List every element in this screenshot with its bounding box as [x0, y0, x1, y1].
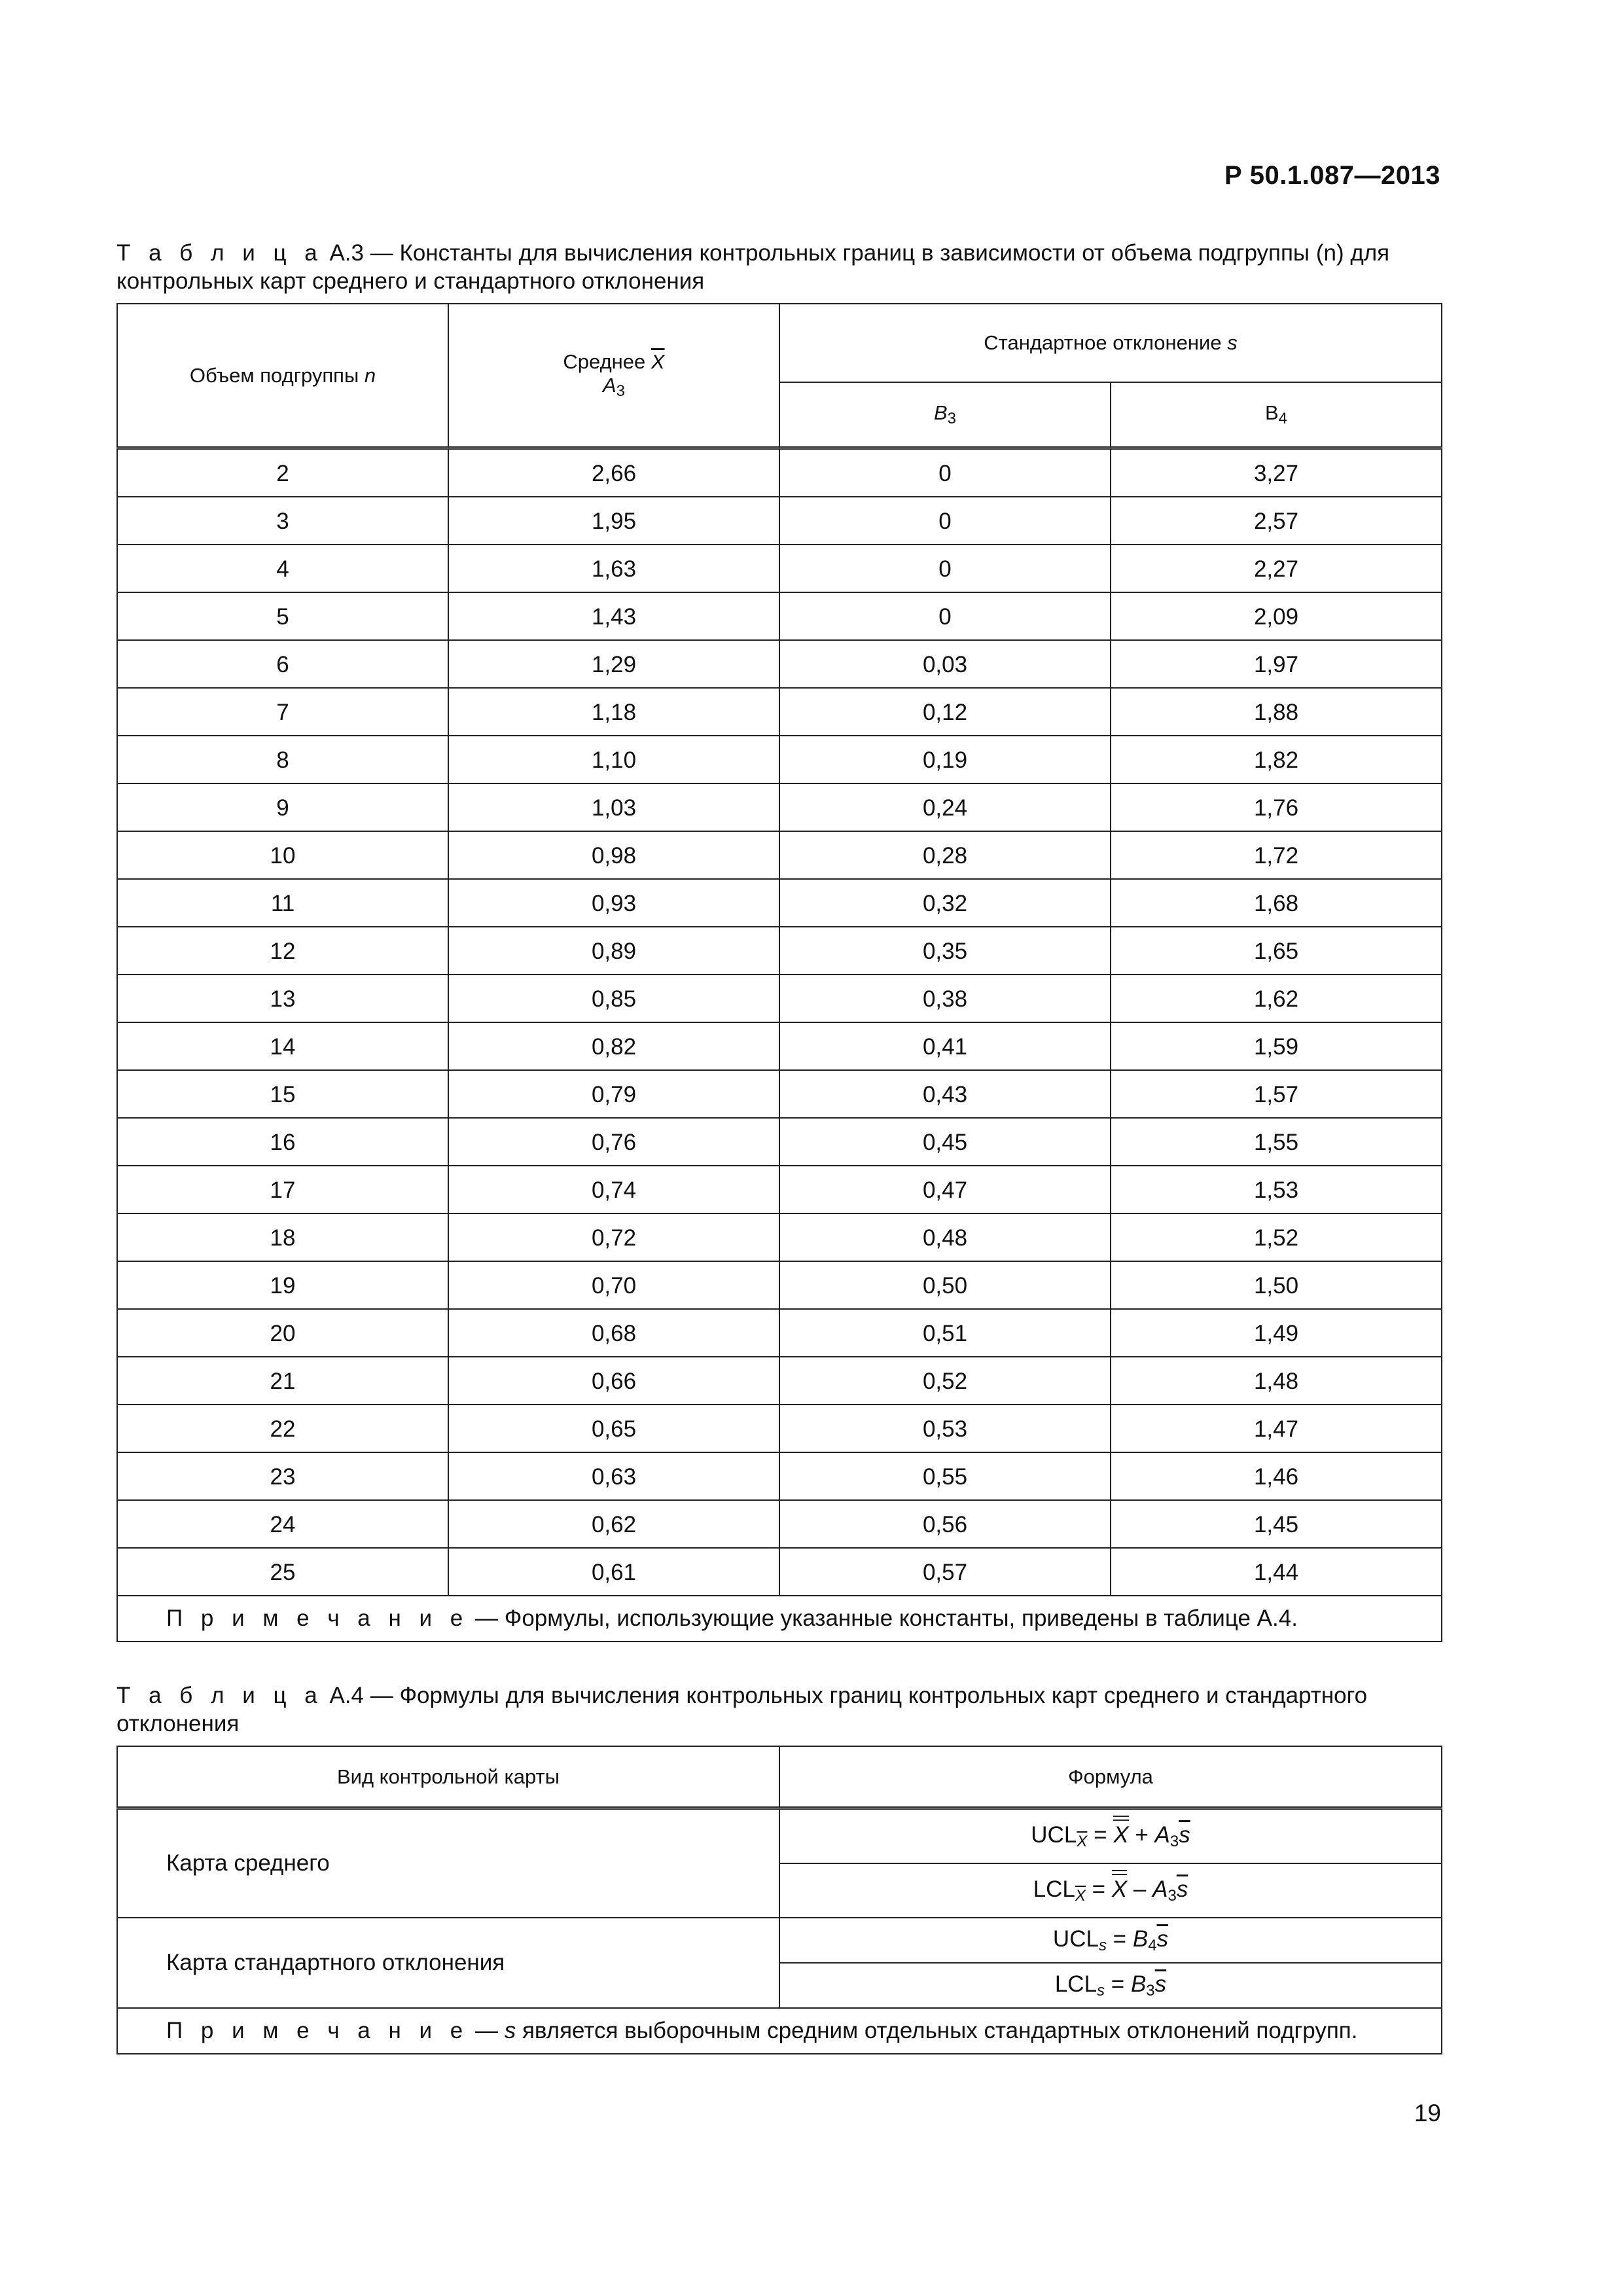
cell-a3: 0,68 [448, 1309, 779, 1357]
table-a4-caption-text: А.4 — Формулы для вычисления контрольных границ контрольных карт среднего и стандартного отклонения [116, 1683, 1368, 1736]
cell-b4: 1,49 [1111, 1309, 1442, 1357]
cell-b3: 0,12 [779, 688, 1111, 736]
cell-a3: 0,76 [448, 1118, 779, 1166]
cell-n: 11 [117, 879, 448, 927]
cell-b3: 0,24 [779, 783, 1111, 831]
cell-b4: 1,47 [1111, 1405, 1442, 1452]
cell-n: 6 [117, 640, 448, 688]
table-row [117, 1022, 1442, 1070]
cell-b4: 1,88 [1111, 688, 1442, 736]
cell-a3: 1,03 [448, 783, 779, 831]
table-row [117, 1213, 1442, 1261]
cell-b3: 0 [779, 497, 1111, 545]
table-a3-caption-text: А.3 — Константы для вычисления контрольных границ в зависимости от объема подгруппы (n) для контрольных карт среднего и стандартного отклонения [116, 240, 1390, 294]
cell-b4: 1,55 [1111, 1118, 1442, 1166]
cell-b4: 1,68 [1111, 879, 1442, 927]
cell-a3: 0,72 [448, 1213, 779, 1261]
table-a3-note [117, 1596, 1442, 1641]
cell-a3: 1,95 [448, 497, 779, 545]
cell-b3: 0,38 [779, 975, 1111, 1022]
col-header-mean-label: Среднее $\overline{X}$ [563, 350, 665, 373]
formula-lcl-s: $LCL_s = B_3\overline{s}$ [779, 1963, 1442, 2008]
formula-ucl-x: $UCL_{\overline{X}} = X + A_3\overline{s}$ [779, 1808, 1442, 1864]
cell-b4: 2,27 [1111, 545, 1442, 592]
table-a3-body [117, 448, 1442, 1596]
cell-n: 3 [117, 497, 448, 545]
cell-a3: 0,61 [448, 1548, 779, 1596]
cell-n: 2 [117, 448, 448, 497]
cell-a3: 0,74 [448, 1166, 779, 1213]
cell-a3: 0,66 [448, 1357, 779, 1405]
table-row [117, 1309, 1442, 1357]
table-row [117, 831, 1442, 879]
col-header-formula: Формула [779, 1746, 1442, 1808]
cell-b4: 1,72 [1111, 831, 1442, 879]
cell-b4: 1,46 [1111, 1452, 1442, 1500]
cell-a3: 0,63 [448, 1452, 779, 1500]
cell-n: 18 [117, 1213, 448, 1261]
page-number: 19 [1414, 2100, 1441, 2126]
table-row [117, 1548, 1442, 1596]
table-row [117, 1357, 1442, 1405]
col-header-b3: $B_3$ [779, 382, 1111, 448]
cell-b4: 1,65 [1111, 927, 1442, 975]
cell-b4: 1,44 [1111, 1548, 1442, 1596]
cell-b4: 1,53 [1111, 1166, 1442, 1213]
mean-chart-label: Карта среднего [117, 1808, 779, 1918]
cell-n: 22 [117, 1405, 448, 1452]
cell-b3: 0,57 [779, 1548, 1111, 1596]
cell-n: 14 [117, 1022, 448, 1070]
cell-n: 9 [117, 783, 448, 831]
cell-b3: 0,47 [779, 1166, 1111, 1213]
table-a4-note [117, 2008, 1442, 2054]
col-header-std [779, 304, 1442, 382]
table-a4-note-s: — s [469, 2018, 516, 2043]
cell-b4: 3,27 [1111, 448, 1442, 497]
cell-n: 4 [117, 545, 448, 592]
cell-n: 13 [117, 975, 448, 1022]
cell-a3: 1,63 [448, 545, 779, 592]
table-a3-note-prefix: П р и м е ч а н и е [166, 1605, 469, 1631]
table-a3-caption-prefix: Т а б л и ц а [116, 240, 323, 266]
col-header-mean-sub: $A_3$ [602, 374, 626, 400]
cell-b4: 2,57 [1111, 497, 1442, 545]
cell-b4: 1,45 [1111, 1500, 1442, 1548]
table-row [117, 1500, 1442, 1548]
cell-n: 24 [117, 1500, 448, 1548]
table-row [117, 1261, 1442, 1309]
cell-b3: 0,19 [779, 736, 1111, 783]
cell-a3: 0,93 [448, 879, 779, 927]
cell-a3: 0,82 [448, 1022, 779, 1070]
table-row [117, 975, 1442, 1022]
cell-a3: 0,98 [448, 831, 779, 879]
col-header-n [117, 304, 448, 448]
cell-a3: 1,29 [448, 640, 779, 688]
table-a4-note-prefix: П р и м е ч а н и е [166, 2018, 469, 2043]
table-row [117, 448, 1442, 497]
cell-a3: 2,66 [448, 448, 779, 497]
cell-n: 16 [117, 1118, 448, 1166]
cell-b3: 0,53 [779, 1405, 1111, 1452]
table-row [117, 1405, 1442, 1452]
table-a4 [116, 1746, 1442, 2054]
cell-b3: 0,28 [779, 831, 1111, 879]
table-a3 [116, 303, 1442, 1642]
cell-n: 5 [117, 592, 448, 640]
cell-a3: 0,89 [448, 927, 779, 975]
cell-n: 23 [117, 1452, 448, 1500]
cell-a3: 1,43 [448, 592, 779, 640]
table-a3-caption [116, 239, 1438, 295]
cell-b3: 0,41 [779, 1022, 1111, 1070]
table-row [117, 927, 1442, 975]
cell-b3: 0,32 [779, 879, 1111, 927]
cell-b3: 0 [779, 592, 1111, 640]
table-row [117, 640, 1442, 688]
cell-a3: 0,62 [448, 1500, 779, 1548]
cell-b4: 1,97 [1111, 640, 1442, 688]
cell-b3: 0,51 [779, 1309, 1111, 1357]
cell-b4: 2,09 [1111, 592, 1442, 640]
cell-n: 21 [117, 1357, 448, 1405]
cell-a3: 0,70 [448, 1261, 779, 1309]
formula-ucl-s: $UCL_s = B_4\overline{s}$ [779, 1918, 1442, 1963]
cell-b4: 1,62 [1111, 975, 1442, 1022]
table-row [117, 1118, 1442, 1166]
table-row [117, 736, 1442, 783]
cell-b4: 1,52 [1111, 1213, 1442, 1261]
cell-n: 15 [117, 1070, 448, 1118]
cell-n: 20 [117, 1309, 448, 1357]
cell-b4: 1,76 [1111, 783, 1442, 831]
cell-b3: 0,56 [779, 1500, 1111, 1548]
cell-b3: 0,52 [779, 1357, 1111, 1405]
cell-b3: 0,35 [779, 927, 1111, 975]
cell-b3: 0 [779, 448, 1111, 497]
cell-b4: 1,82 [1111, 736, 1442, 783]
col-header-kind: Вид контрольной карты [117, 1746, 779, 1808]
cell-n: 10 [117, 831, 448, 879]
cell-n: 12 [117, 927, 448, 975]
cell-n: 7 [117, 688, 448, 736]
cell-b3: 0,48 [779, 1213, 1111, 1261]
table-row [117, 1452, 1442, 1500]
cell-n: 19 [117, 1261, 448, 1309]
table-row [117, 545, 1442, 592]
cell-b4: 1,59 [1111, 1022, 1442, 1070]
cell-b3: 0,43 [779, 1070, 1111, 1118]
table-a4-caption [116, 1681, 1438, 1738]
cell-b4: 1,48 [1111, 1357, 1442, 1405]
cell-a3: 0,85 [448, 975, 779, 1022]
table-a3-note-text: — Формулы, использующие указанные константы, приведены в таблице А.4. [469, 1605, 1298, 1631]
table-row [117, 783, 1442, 831]
cell-b3: 0,45 [779, 1118, 1111, 1166]
std-chart-label: Карта стандартного отклонения [117, 1918, 779, 2008]
col-header-mean [448, 304, 779, 448]
cell-n: 25 [117, 1548, 448, 1596]
col-header-std-label: Стандартное отклонение s [984, 331, 1238, 354]
cell-b3: 0,03 [779, 640, 1111, 688]
document-code: Р 50.1.087—2013 [1224, 161, 1440, 190]
table-row [117, 1166, 1442, 1213]
cell-b3: 0,55 [779, 1452, 1111, 1500]
cell-b4: 1,50 [1111, 1261, 1442, 1309]
cell-n: 17 [117, 1166, 448, 1213]
col-header-b4: $B_4$ [1111, 382, 1442, 448]
table-a4-caption-prefix: Т а б л и ц а [116, 1683, 323, 1708]
cell-b3: 0,50 [779, 1261, 1111, 1309]
table-row [117, 1070, 1442, 1118]
cell-n: 8 [117, 736, 448, 783]
table-row [117, 879, 1442, 927]
cell-a3: 1,10 [448, 736, 779, 783]
cell-a3: 1,18 [448, 688, 779, 736]
table-row [117, 688, 1442, 736]
table-a4-note-text: является выборочным средним отдельных стандартных отклонений подгрупп. [516, 2018, 1358, 2043]
cell-a3: 0,79 [448, 1070, 779, 1118]
cell-a3: 0,65 [448, 1405, 779, 1452]
col-header-n-label: Объем подгруппы n [189, 363, 376, 387]
table-row [117, 497, 1442, 545]
table-row [117, 592, 1442, 640]
cell-b3: 0 [779, 545, 1111, 592]
cell-b4: 1,57 [1111, 1070, 1442, 1118]
formula-lcl-x: $LCL_{\overline{X}} = X - A_3\overline{s}$ [779, 1863, 1442, 1918]
